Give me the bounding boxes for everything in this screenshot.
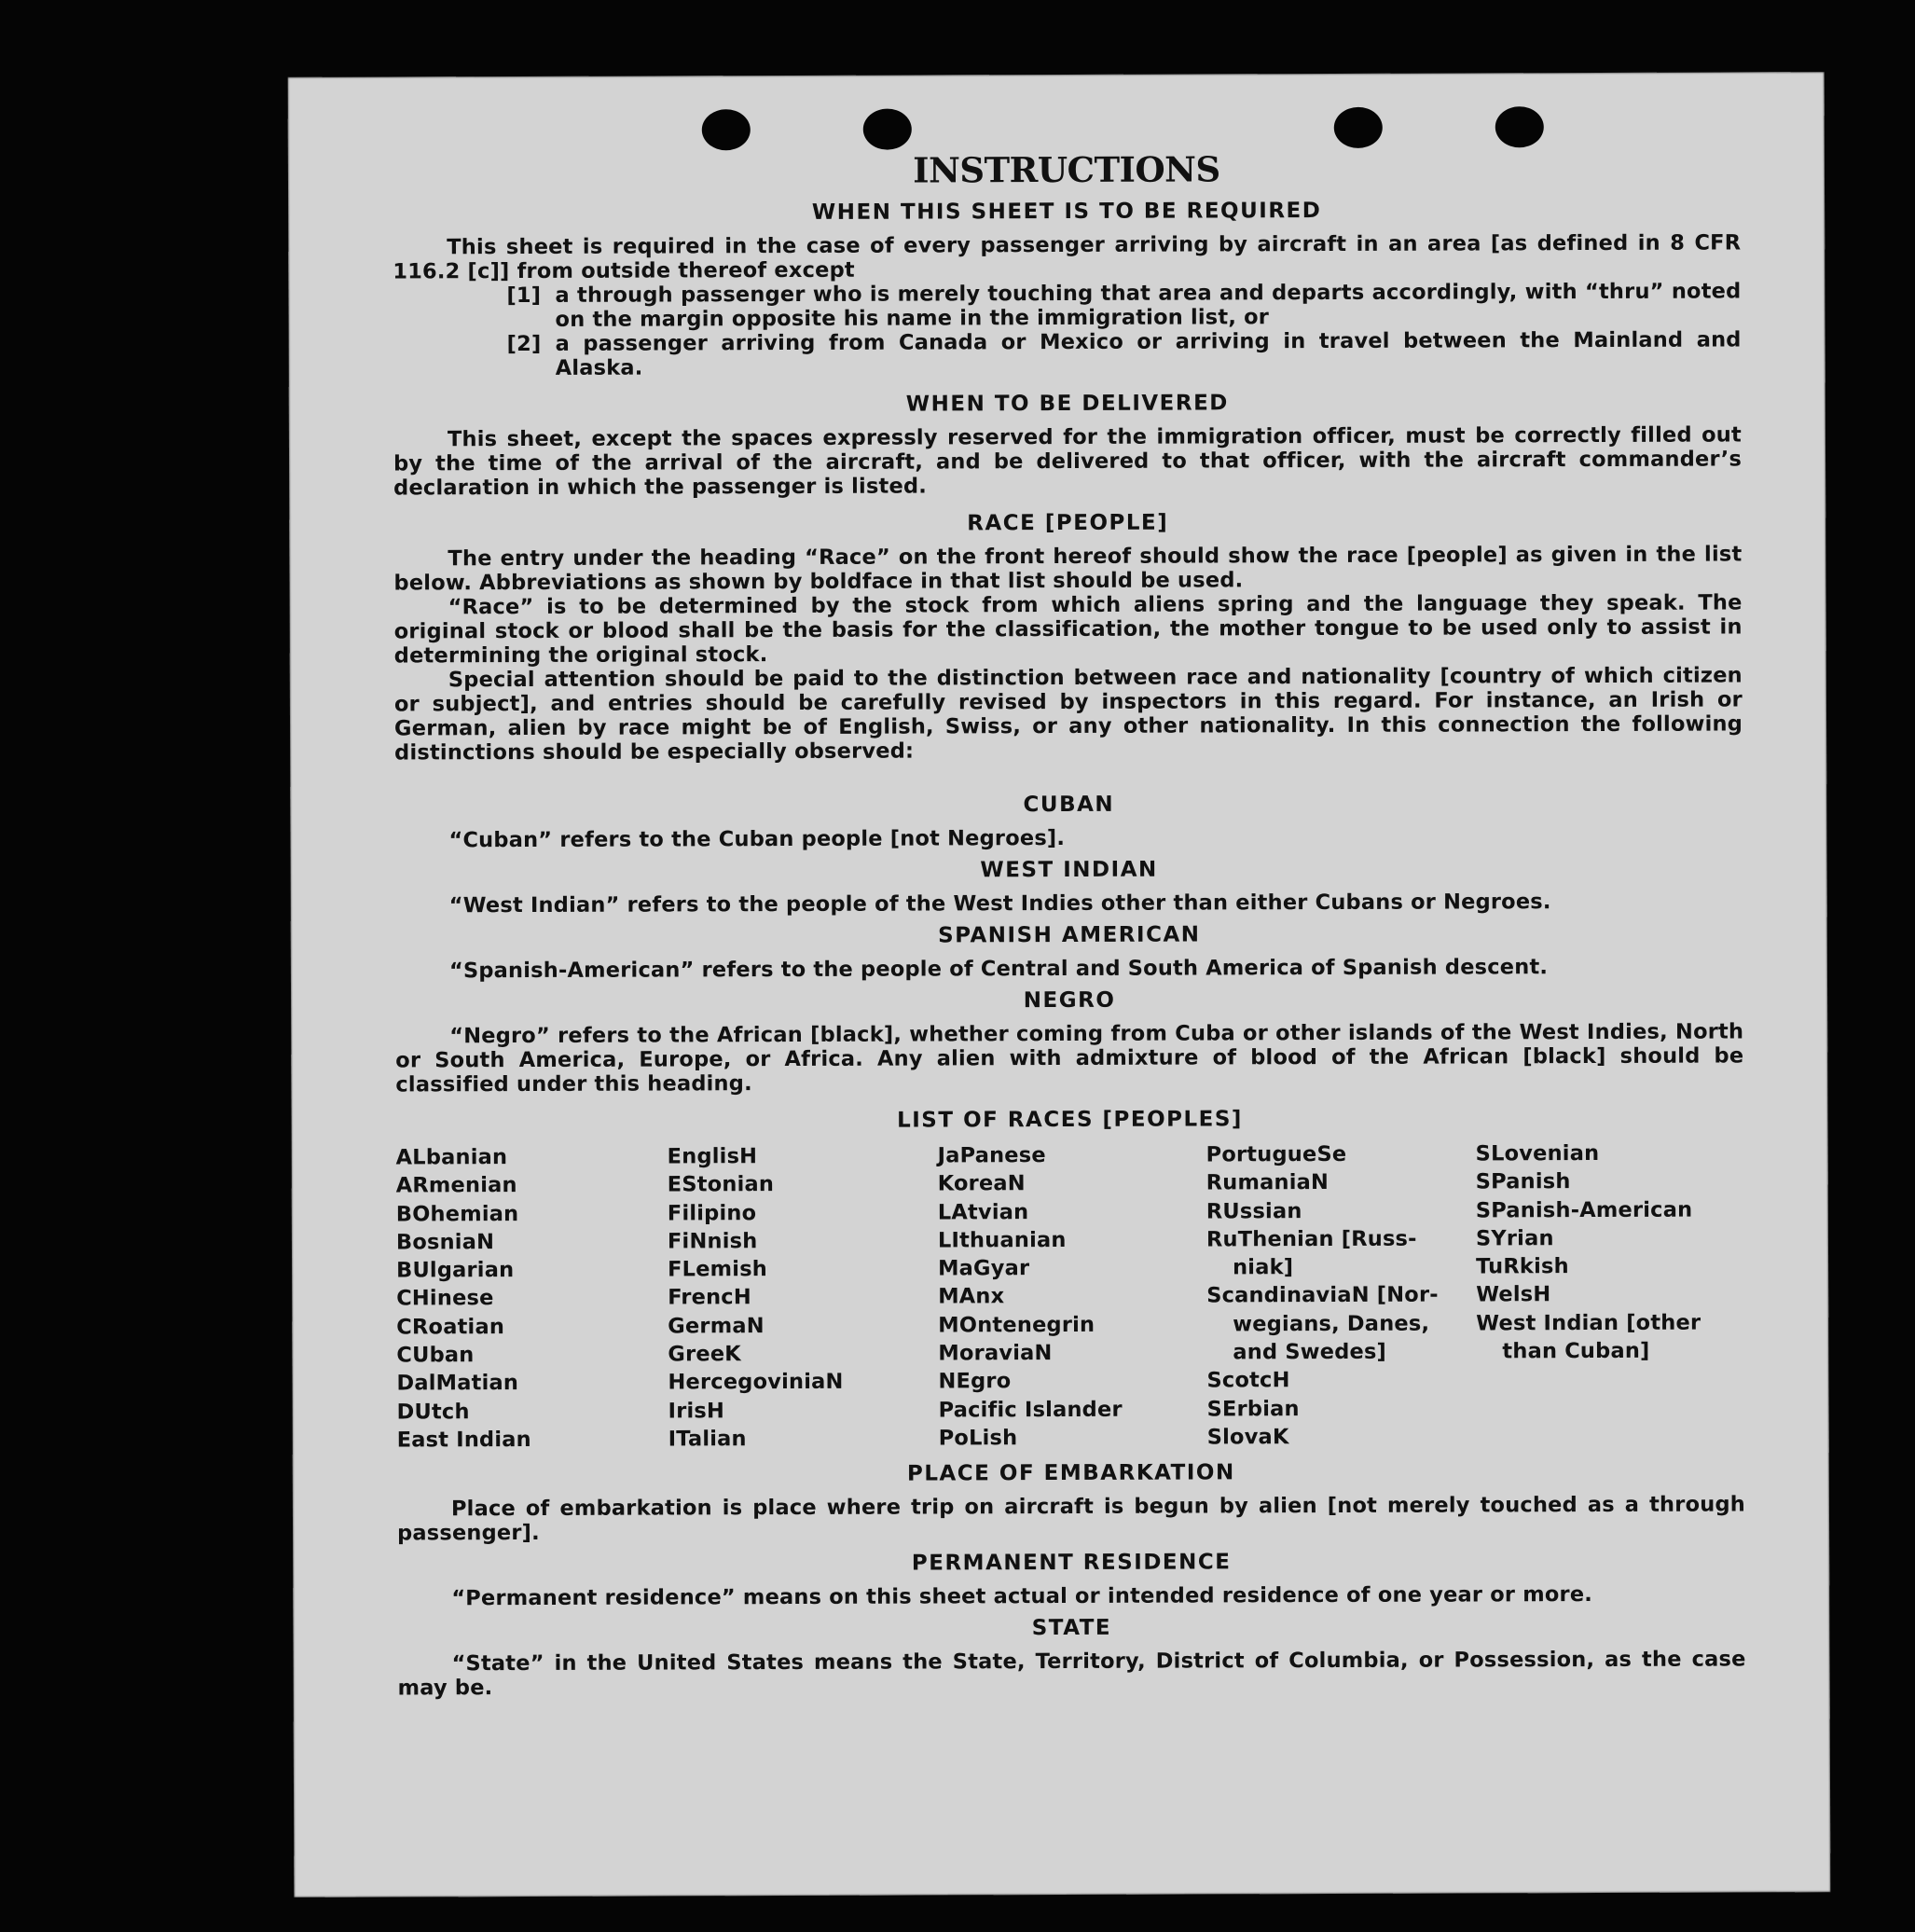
race-paragraph-1: The entry under the heading “Race” on the front hereof should show the race [people] as given in the list below. Abbreviations as shown by boldface in that list should be used. <box>393 542 1743 596</box>
races-column <box>938 1140 1207 1452</box>
races-column <box>1476 1138 1745 1450</box>
document-page <box>288 72 1831 1898</box>
race-entry: SLovenian <box>1475 1140 1600 1166</box>
race-entry: ITalian <box>668 1427 747 1452</box>
race-entry: GreeK <box>668 1342 741 1367</box>
races-column <box>668 1141 939 1453</box>
race-entry: LAtvian <box>937 1199 1029 1225</box>
race-entry: Filipino <box>667 1200 757 1226</box>
race-entry: FrencH <box>668 1285 751 1310</box>
exception-number: [1] <box>506 283 542 309</box>
cuban-text: “Cuban” refers to the Cuban people [not Negroes]. <box>448 825 1066 853</box>
race-entry: BosniaN <box>395 1230 495 1255</box>
spanish-american-text: “Spanish-American” refers to the people of Central and South America of Spanish descent. <box>448 955 1549 984</box>
heading-state: STATE <box>1031 1616 1112 1641</box>
negro-text: “Negro” refers to the African [black], whether coming from Cuba or other islands of the West Indies, North or South America, Europe, or Africa. Any alien with admixture of blood of the African [black] should be classified under this heading. <box>395 1019 1744 1097</box>
delivered-text: This sheet, except the spaces expressly reserved for the immigration officer, must be correctly filled out by the time of the arrival of the aircraft, and be delivered to that officer, with the aircraft commander’s declaration in which the passenger is listed. <box>393 422 1743 501</box>
race-entry: GermaN <box>668 1313 765 1339</box>
document-body <box>393 148 1746 1700</box>
residence-text: “Permanent residence” means on this sheet actual or intended residence of one year or more. <box>451 1582 1593 1611</box>
race-paragraph-2: “Race” is to be determined by the stock from which aliens spring and the language they speak. The original stock or blood shall be the basis for the classification, the mother tongue to be used only to assist in determining the original stock. <box>393 590 1743 669</box>
exception-text: a through passenger who is merely touching that area and departs accordingly, with “thru” noted on the margin opposite his name in the immigration list, or <box>555 279 1742 332</box>
races-column <box>1206 1139 1477 1451</box>
race-entry: RuThenian [Russ- <box>1205 1226 1417 1252</box>
heading-embarkation: PLACE OF EMBARKATION <box>906 1460 1235 1486</box>
race-entry: RUssian <box>1205 1198 1302 1224</box>
race-entry: PortugueSe <box>1205 1141 1347 1167</box>
race-entry: SPanish-American <box>1475 1197 1693 1223</box>
heading-residence: PERMANENT RESIDENCE <box>911 1550 1232 1576</box>
race-entry: ScandinaviaN [Nor- <box>1206 1283 1439 1308</box>
embarkation-text: Place of embarkation is place where trip on aircraft is begun by alien [not merely touched as a through passenger]. <box>397 1492 1745 1546</box>
race-entry: LIthuanian <box>937 1227 1067 1253</box>
race-entry: TuRkish <box>1476 1254 1569 1279</box>
race-paragraph-3: Special attention should be paid to the distinction between race and nationality [country of which citizen or subject], and entries should be carefully revised by inspectors in this regard. For instance, an Irish or German, alien by race might be of English, Swiss, or any other nationality. In this connection the following distinctions should be especially observed: <box>393 663 1743 766</box>
race-entry: DUtch <box>396 1399 470 1425</box>
heading-delivered: WHEN TO BE DELIVERED <box>905 391 1229 417</box>
race-entry: MaGyar <box>938 1256 1030 1281</box>
race-entry: FLemish <box>668 1257 768 1282</box>
race-entry: EStonian <box>667 1172 775 1197</box>
punch-hole <box>702 109 751 150</box>
exception-item <box>506 279 1741 332</box>
race-entry: BOhemian <box>395 1201 519 1227</box>
race-entry: ARmenian <box>395 1173 517 1198</box>
race-entry: SErbian <box>1206 1396 1300 1422</box>
races-list <box>396 1138 1745 1454</box>
heading-list-of-races: LIST OF RACES [PEOPLES] <box>897 1107 1243 1133</box>
heading-race: RACE [PEOPLE] <box>967 510 1169 536</box>
exception-item <box>507 327 1742 380</box>
race-entry: than Cuban] <box>1502 1338 1650 1364</box>
race-entry: DalMatian <box>396 1371 519 1396</box>
race-entry: BUlgarian <box>396 1258 515 1283</box>
heading-required: WHEN THIS SHEET IS TO BE REQUIRED <box>811 199 1322 225</box>
race-entry: EnglisH <box>667 1144 758 1169</box>
race-entry: WelsH <box>1476 1282 1551 1307</box>
race-entry: CUban <box>396 1343 475 1368</box>
race-entry: SlovaK <box>1206 1425 1289 1450</box>
race-entry: ALbanian <box>395 1145 508 1170</box>
race-entry: wegians, Danes, <box>1233 1311 1430 1337</box>
heading-west-indian: WEST INDIAN <box>980 857 1158 883</box>
race-entry: niak] <box>1233 1255 1294 1280</box>
race-entry: MOntenegrin <box>938 1312 1095 1338</box>
race-entry: SPanish <box>1475 1169 1571 1194</box>
exception-number: [2] <box>506 331 542 357</box>
race-entry: and Swedes] <box>1233 1339 1387 1365</box>
west-indian-text: “West Indian” refers to the people of the West Indies other than either Cubans or Negroes. <box>448 890 1551 918</box>
race-entry: RumaniaN <box>1205 1170 1329 1195</box>
race-entry: JaPanese <box>937 1143 1046 1168</box>
race-entry: NEgro <box>938 1369 1012 1394</box>
race-entry: KoreaN <box>937 1171 1026 1196</box>
page-title: INSTRUCTIONS <box>913 148 1220 191</box>
race-entry: PoLish <box>938 1426 1018 1451</box>
race-entry: CRoatian <box>396 1314 505 1340</box>
heading-cuban: CUBAN <box>1023 792 1115 818</box>
race-entry: FiNnish <box>667 1229 758 1254</box>
race-entry: MoraviaN <box>938 1341 1053 1366</box>
punch-hole <box>1334 107 1383 148</box>
race-entry: ScotcH <box>1206 1368 1290 1393</box>
races-column <box>396 1142 668 1454</box>
race-entry: Pacific Islander <box>938 1397 1123 1423</box>
race-entry: SYrian <box>1475 1226 1554 1251</box>
heading-negro: NEGRO <box>1023 987 1116 1014</box>
race-entry: CHinese <box>396 1286 494 1311</box>
race-entry: East Indian <box>396 1427 531 1453</box>
punch-hole <box>1495 106 1544 147</box>
race-entry: HercegoviniaN <box>668 1370 844 1395</box>
punch-hole <box>863 109 912 150</box>
required-intro: This sheet is required in the case of every passenger arriving by aircraft in an area [as defined in 8 CFR 116.2 [c]] from outside thereof except <box>393 230 1742 284</box>
race-entry: MAnx <box>938 1284 1005 1309</box>
exception-text: a passenger arriving from Canada or Mexico or arriving in travel between the Mainland and Alaska. <box>555 327 1742 380</box>
heading-spanish-american: SPANISH AMERICAN <box>938 922 1201 948</box>
race-entry: West Indian [other <box>1476 1310 1701 1336</box>
state-text: “State” in the United States means the State, Territory, District of Columbia, or Possession, as the case may be. <box>397 1647 1746 1701</box>
race-entry: IrisH <box>668 1398 725 1424</box>
